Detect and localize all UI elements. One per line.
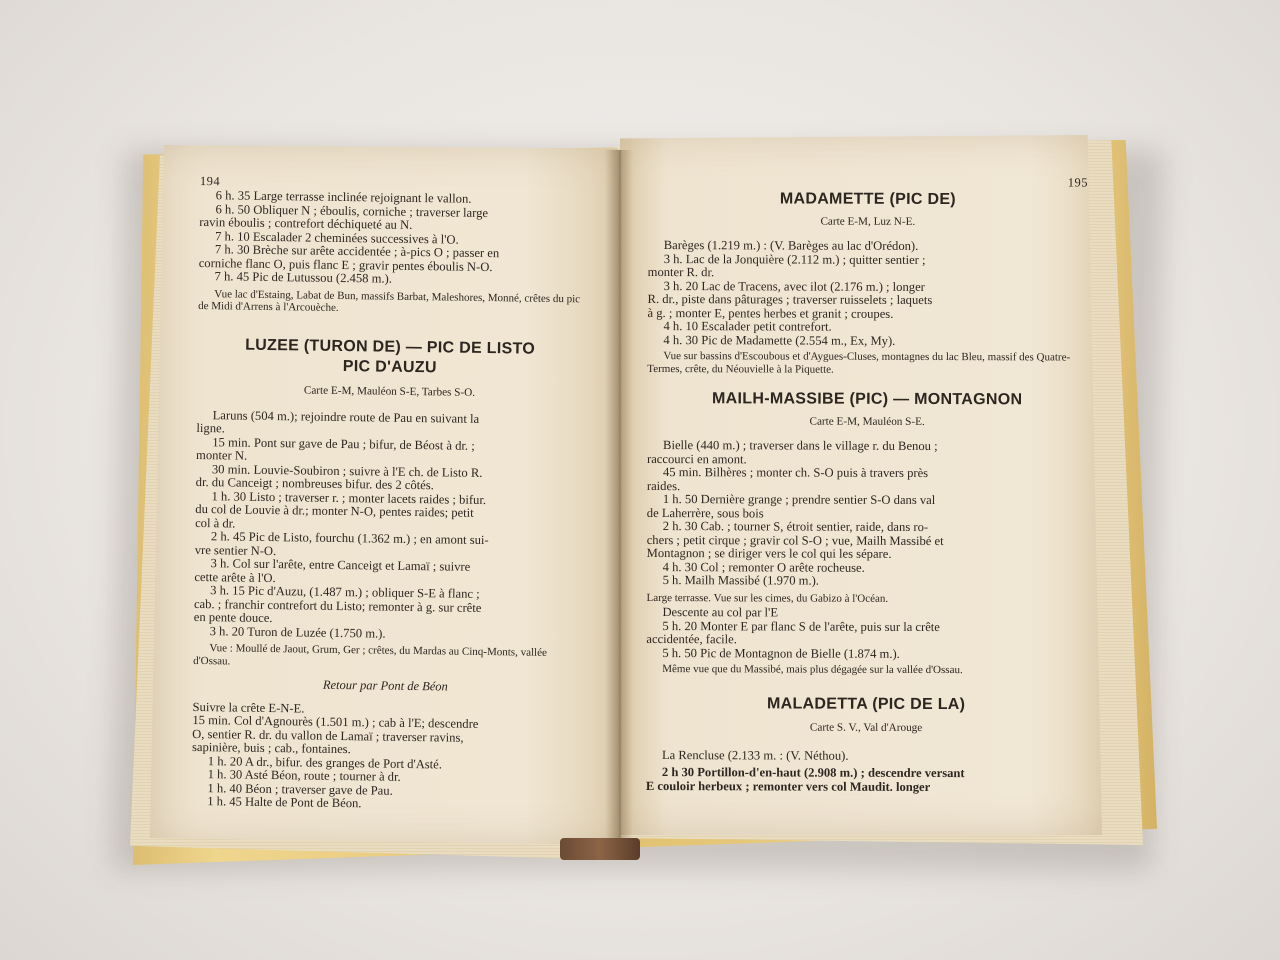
- map-reference: Carte E-M, Luz N-E.: [820, 215, 916, 228]
- text-line: Suivre la crête E-N-E.: [192, 699, 305, 716]
- text-line: 5 h. 20 Monter E par flanc S de l'arête, puis sur la crête: [662, 618, 940, 634]
- text-line: 6 h. 50 Obliquer N ; éboulis, corniche ; traverser large: [215, 201, 489, 220]
- text-line: 30 min. Louvie-Soubiron ; suivre à l'E ch. de Listo R.: [211, 461, 483, 480]
- return-title: Retour par Pont de Béon: [322, 677, 448, 694]
- left-page-text: [191, 175, 585, 814]
- map-reference: Carte S. V., Val d'Arouge: [809, 721, 923, 734]
- page-number-right: 195: [1067, 175, 1089, 190]
- text-line: 2 h. 45 Pic de Listo, fourchu (1.362 m.) ; en amont sui-: [210, 529, 489, 548]
- text-line: 3 h. 15 Pic d'Auzu, (1.487 m.) ; obliquer S-E à flanc ;: [210, 583, 480, 601]
- text-line: chers ; petit cirque ; gravir col S-O ; vue, Mailh Massibé et: [646, 532, 944, 548]
- text-line: 2 h. 30 Cab. ; tourner S, étroit sentier, raide, dans ro-: [662, 519, 929, 534]
- text-line: R. dr., piste dans pâturages ; traverser ruisselets ; laquets: [647, 291, 933, 307]
- view-note: Même vue que du Massibé, mais plus dégagée sur la vallée d'Ossau.: [662, 663, 963, 677]
- text-line: Barèges (1.219 m.) : (V. Barèges au lac d'Orédon).: [663, 238, 919, 253]
- text-line: 15 min. Col d'Agnourès (1.501 m.) ; cab à l'E; descendre: [192, 712, 479, 731]
- text-line: de Laherrère, sous bois: [646, 505, 764, 520]
- section-heading: MAILH-MASSIBE (PIC) — MONTAGNON: [712, 390, 1023, 409]
- text-line: raides.: [646, 478, 681, 493]
- text-line: 7 h. 45 Pic de Lutussou (2.458 m.).: [214, 269, 393, 286]
- text-line: 4 h. 30 Col ; remonter O arête rocheuse.: [662, 559, 865, 575]
- text-line: 45 min. Bilhères ; monter ch. S-O puis à travers près: [662, 465, 929, 480]
- text-line: corniche flanc O, puis flanc E ; gravir pentes éboulis N-O.: [198, 255, 493, 274]
- text-line: 3 h. Col sur l'arête, entre Canceigt et Lamaï ; suivre: [210, 556, 471, 574]
- text-line: E couloir herbeux ; remonter vers col Maudit. longer: [645, 778, 931, 794]
- text-line: O, sentier R. dr. du vallon de Lamaï ; traverser ravins,: [192, 726, 464, 745]
- text-line: 1 h. 40 Béon ; traverser gave de Pau.: [207, 780, 393, 798]
- text-line: Descente au col par l'E: [662, 605, 779, 620]
- text-line: Bielle (440 m.) ; traverser dans le village r. du Benou ;: [663, 438, 938, 454]
- page-number-left: 194: [199, 174, 221, 189]
- right-page-text: [646, 175, 1088, 795]
- map-reference: Carte E-M, Mauléon S-E, Tarbes S-O.: [303, 383, 476, 399]
- book-spine: [560, 838, 640, 860]
- text-line: 7 h. 10 Escalader 2 cheminées successives à l'O.: [215, 228, 459, 247]
- text-line: en pente douce.: [193, 609, 273, 626]
- view-note: Vue lac d'Estaing, Labat de Bun, massifs Barbat, Maleshores, Monné, crêtes du pic de Midi d'Arrens à l'Arcouèche.: [198, 287, 581, 314]
- text-line: monter R. dr.: [647, 264, 715, 280]
- text-line: La Rencluse (2.133 m. : (V. Néthou).: [661, 747, 849, 763]
- text-line: sapinière, buis ; cab., fontaines.: [191, 739, 351, 757]
- text-line: 1 h. 20 A dr., bifur. des granges de Port d'Asté.: [207, 753, 443, 771]
- text-line: 2 h 30 Portillon-d'en-haut (2.908 m.) ; descendre versant: [661, 765, 965, 781]
- text-line: ravin éboulis ; contrefort déchiqueté au N.: [199, 214, 413, 232]
- text-line: 1 h. 30 Asté Béon, route ; tourner à dr.: [207, 767, 401, 784]
- text-line: 4 h. 10 Escalader petit contrefort.: [663, 319, 832, 334]
- text-line: 3 h. Lac de la Jonquière (2.112 m.) ; quitter sentier ;: [663, 251, 926, 267]
- text-line: du col de Louvie à dr.; monter N-O, pentes raides; petit: [195, 501, 474, 520]
- text-line: 3 h. 20 Lac de Tracens, avec ilot (2.176 m.) ; longer: [663, 278, 925, 294]
- section-heading: LUZEE (TURON DE) — PIC DE LISTO: [245, 336, 536, 358]
- map-reference: Carte E-M, Mauléon S-E.: [809, 415, 925, 428]
- text-line: vre sentier N-O.: [194, 542, 277, 558]
- text-line: 1 h. 45 Halte de Pont de Béon.: [207, 794, 362, 811]
- text-line: raccourci en amont.: [646, 451, 747, 466]
- section-heading: MADAMETTE (PIC DE): [779, 190, 956, 209]
- text-line: ligne.: [196, 420, 225, 436]
- text-line: Laruns (504 m.); rejoindre route de Pau en suivant la: [212, 407, 480, 426]
- text-line: à g. ; monter E, pentes herbes et granit ; croupes.: [647, 305, 894, 321]
- view-note: Large terrasse. Vue sur les cimes, du Gabizo à l'Océan.: [646, 591, 889, 605]
- text-line: 7 h. 30 Brèche sur arête accidentée ; à-pics O ; passer en: [214, 242, 500, 261]
- text-line: 4 h. 30 Pic de Madamette (2.554 m., Ex, My).: [663, 332, 896, 348]
- text-line: dr. du Canceigt ; nombreuses bifur. des 2 côtés.: [195, 474, 434, 493]
- text-line: Montagnon ; se diriger vers le col qui les sépare.: [646, 545, 892, 561]
- text-line: monter N.: [195, 447, 248, 463]
- text-line: 1 h. 30 Listo ; traverser r. ; monter lacets raides ; bifur.: [211, 488, 487, 507]
- book-gutter: [605, 150, 633, 855]
- text-line: cab. ; franchir contrefort du Listo; remonter à g. sur crête: [193, 596, 482, 615]
- section-heading: MALADETTA (PIC DE LA): [766, 694, 966, 713]
- text-line: col à dr.: [195, 515, 236, 531]
- text-line: 3 h. 20 Turon de Luzée (1.750 m.).: [209, 623, 386, 641]
- text-line: 15 min. Pont sur gave de Pau ; bifur, de Béost à dr. ;: [212, 434, 475, 453]
- view-note: Vue sur bassins d'Escoubous et d'Aygues-Cluses, montagnes du lac Bleu, massif des Quatre-Termes, crête, du Néouvielle à la Piquette.: [647, 350, 1071, 376]
- section-heading: PIC D'AUZU: [342, 357, 437, 376]
- text-line: 1 h. 50 Dernière grange ; prendre sentier S-O dans val: [662, 492, 936, 508]
- text-line: 5 h. Mailh Massibé (1.970 m.).: [662, 573, 819, 588]
- text-line: cette arête à l'O.: [194, 569, 276, 585]
- view-note: Vue : Moullé de Jaout, Grum, Ger ; crêtes, du Mardas au Cinq-Monts, vallée d'Ossau.: [193, 642, 547, 667]
- text-line: 6 h. 35 Large terrasse inclinée rejoignant le vallon.: [215, 188, 472, 206]
- text-line: accidentée, facile.: [646, 631, 737, 647]
- text-line: 5 h. 50 Pic de Montagnon de Bielle (1.874 m.).: [662, 645, 900, 661]
